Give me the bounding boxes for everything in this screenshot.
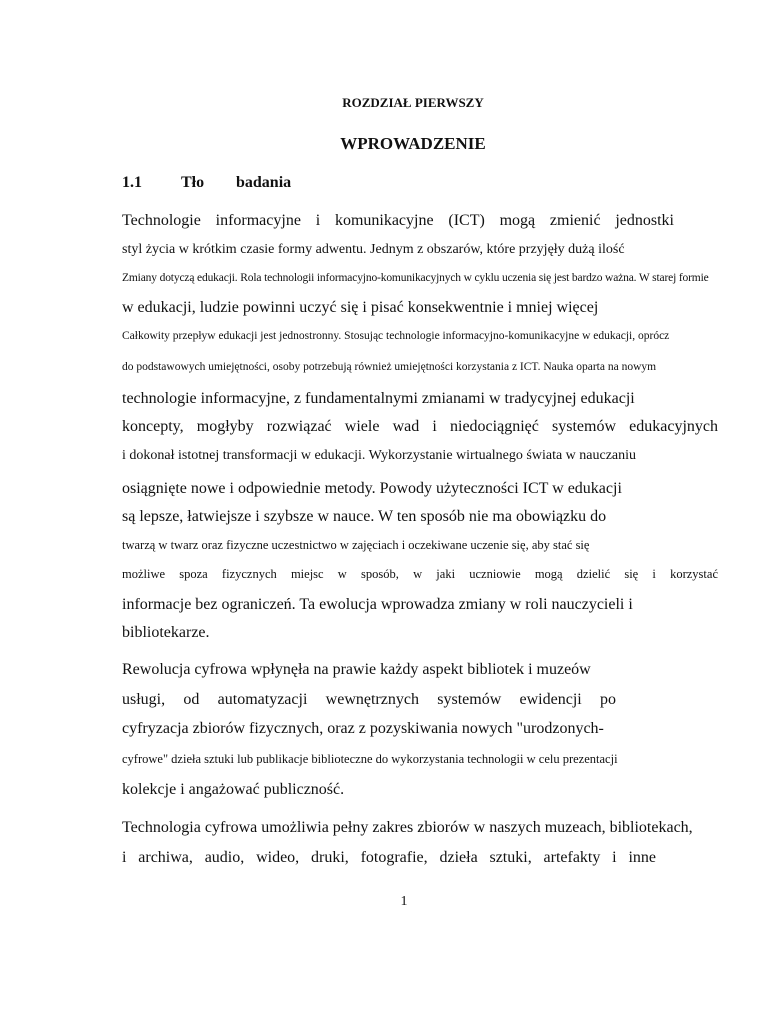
text-line: i archiwa, audio, wideo, druki, fotografie, dzieła sztuki, artefakty i inne <box>122 849 656 866</box>
text-line: kolekcje i angażować publiczność. <box>122 781 345 798</box>
section-title-word-2: badania <box>236 174 292 191</box>
text-line: osiągnięte nowe i odpowiednie metody. Powody użyteczności ICT w edukacji <box>122 480 622 497</box>
text-line: Zmiany dotyczą edukacji. Rola technologii informacyjno-komunikacyjnych w cyklu uczenia się jest bardzo ważna. W starej formie <box>122 272 709 284</box>
chapter-title: WPROWADZENIE <box>340 134 486 153</box>
text-line: i dokonał istotnej transformacji w edukacji. Wykorzystanie wirtualnego świata w nauczaniu <box>122 448 637 463</box>
section-number: 1.1 <box>122 174 142 191</box>
text-line: cyfryzacja zbiorów fizycznych, oraz z pozyskiwania nowych "urodzonych- <box>122 720 604 737</box>
text-line: twarzą w twarz oraz fizyczne uczestnictwo w zajęciach i oczekiwane uczenie się, aby stać się <box>122 538 590 552</box>
text-line: Rewolucja cyfrowa wpłynęła na prawie każdy aspekt bibliotek i muzeów <box>122 661 591 678</box>
text-line: informacje bez ograniczeń. Ta ewolucja wprowadza zmiany w roli nauczycieli i <box>122 596 633 613</box>
text-line: koncepty, mogłyby rozwiązać wiele wad i niedociągnięć systemów edukacyjnych <box>122 418 718 435</box>
chapter-heading: ROZDZIAŁ PIERWSZY <box>342 95 484 110</box>
section-heading <box>122 174 291 192</box>
text-line: Technologie informacyjne i komunikacyjne (ICT) mogą zmienić jednostki <box>122 212 674 229</box>
section-title-word-1: Tło <box>181 174 205 191</box>
text-line: styl życia w krótkim czasie formy adwentu. Jednym z obszarów, które przyjęły dużą ilość <box>122 242 625 257</box>
text-line: Technologia cyfrowa umożliwia pełny zakres zbiorów w naszych muzeach, bibliotekach, <box>122 819 693 836</box>
text-line: technologie informacyjne, z fundamentalnymi zmianami w tradycyjnej edukacji <box>122 390 635 407</box>
text-line: cyfrowe" dzieła sztuki lub publikacje biblioteczne do wykorzystania technologii w celu prezentacji <box>122 752 618 766</box>
text-line: w edukacji, ludzie powinni uczyć się i pisać konsekwentnie i mniej więcej <box>122 299 599 316</box>
text-line: do podstawowych umiejętności, osoby potrzebują również umiejętności korzystania z ICT. Nauka oparta na nowym <box>122 361 657 373</box>
text-line: możliwe spoza fizycznych miejsc w sposób, w jaki uczniowie mogą dzielić się i korzystać <box>122 567 718 581</box>
text-line: są lepsze, łatwiejsze i szybsze w nauce. W ten sposób nie ma obowiązku do <box>122 508 607 525</box>
text-line: Całkowity przepływ edukacji jest jednostronny. Stosując technologie informacyjno-komunikacyjne w edukacji, oprócz <box>122 330 670 342</box>
text-line: usługi, od automatyzacji wewnętrznych systemów ewidencji po <box>122 691 616 708</box>
text-line: bibliotekarze. <box>122 624 210 641</box>
page-number: 1 <box>400 894 408 909</box>
